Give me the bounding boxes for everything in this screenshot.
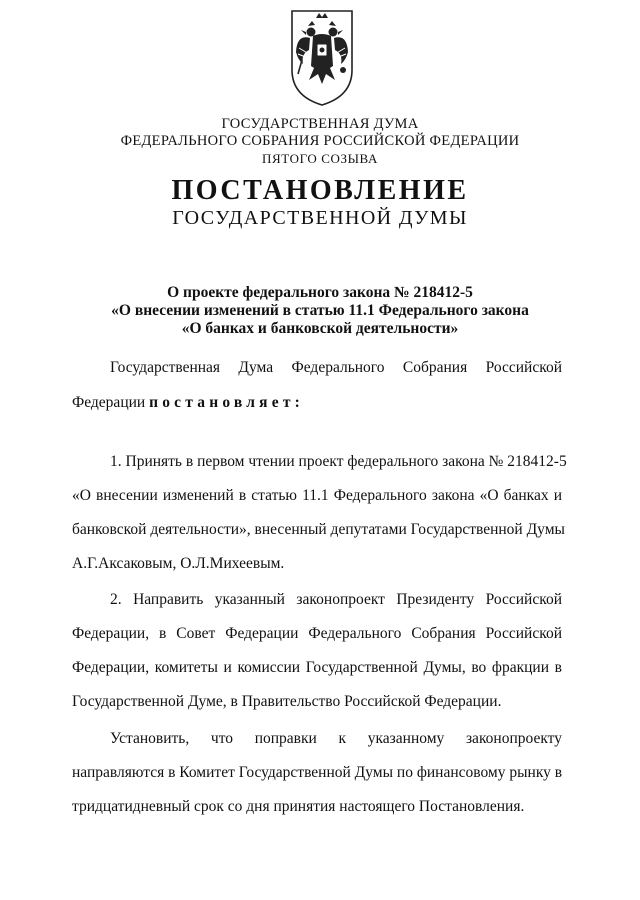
subject-line-2: «О внесении изменений в статью 11.1 Федерального закона xyxy=(111,302,529,319)
point3-line-2: направляются в Комитет Государственной Думы по финансовому рынку в xyxy=(72,764,563,781)
point3-line-3: тридцатидневный срок со дня принятия настоящего Постановления. xyxy=(72,798,525,815)
point2-line-2: Федерации, в Совет Федерации Федерального Собрания Российской xyxy=(72,625,562,642)
point1-line-2: «О внесении изменений в статью 11.1 Федерального закона «О банках и xyxy=(72,487,562,504)
preamble-line-2 xyxy=(72,393,562,413)
preamble-federation-word: Федерации xyxy=(72,394,146,411)
point1-line-3: банковской деятельности», внесенный депутатами Государственной Думы xyxy=(72,521,565,538)
point2-line-1: 2. Направить указанный законопроект Президенту Российской xyxy=(110,591,562,608)
header-line-federal-assembly: ФЕДЕРАЛЬНОГО СОБРАНИЯ РОССИЙСКОЙ ФЕДЕРАЦИИ xyxy=(120,133,520,149)
header-line-state-duma: ГОСУДАРСТВЕННАЯ ДУМА xyxy=(221,116,419,132)
subject-line-3: «О банках и банковской деятельности» xyxy=(181,320,459,337)
point1-line-1: 1. Принять в первом чтении проект федерального закона № 218412-5 xyxy=(110,453,567,470)
point1-line-4: А.Г.Аксаковым, О.Л.Михеевым. xyxy=(72,555,285,572)
document-type-title: ПОСТАНОВЛЕНИЕ xyxy=(171,175,469,206)
coat-of-arms-icon xyxy=(289,8,355,108)
preamble-resolves-word: постановляет: xyxy=(149,394,304,411)
preamble-line-1: Государственная Дума Федерального Собрания Российской xyxy=(110,359,562,376)
document-subtype-title: ГОСУДАРСТВЕННОЙ ДУМЫ xyxy=(172,207,468,229)
subject-line-1: О проекте федерального закона № 218412-5 xyxy=(167,284,473,301)
header-line-convocation: ПЯТОГО СОЗЫВА xyxy=(262,151,378,166)
point2-line-3: Федерации, комитеты и комиссии Государственной Думы, во фракции в xyxy=(72,659,562,676)
point3-line-1: Установить, что поправки к указанному законопроекту xyxy=(110,730,562,747)
point2-line-4: Государственной Думе, в Правительство Российской Федерации. xyxy=(72,693,502,710)
